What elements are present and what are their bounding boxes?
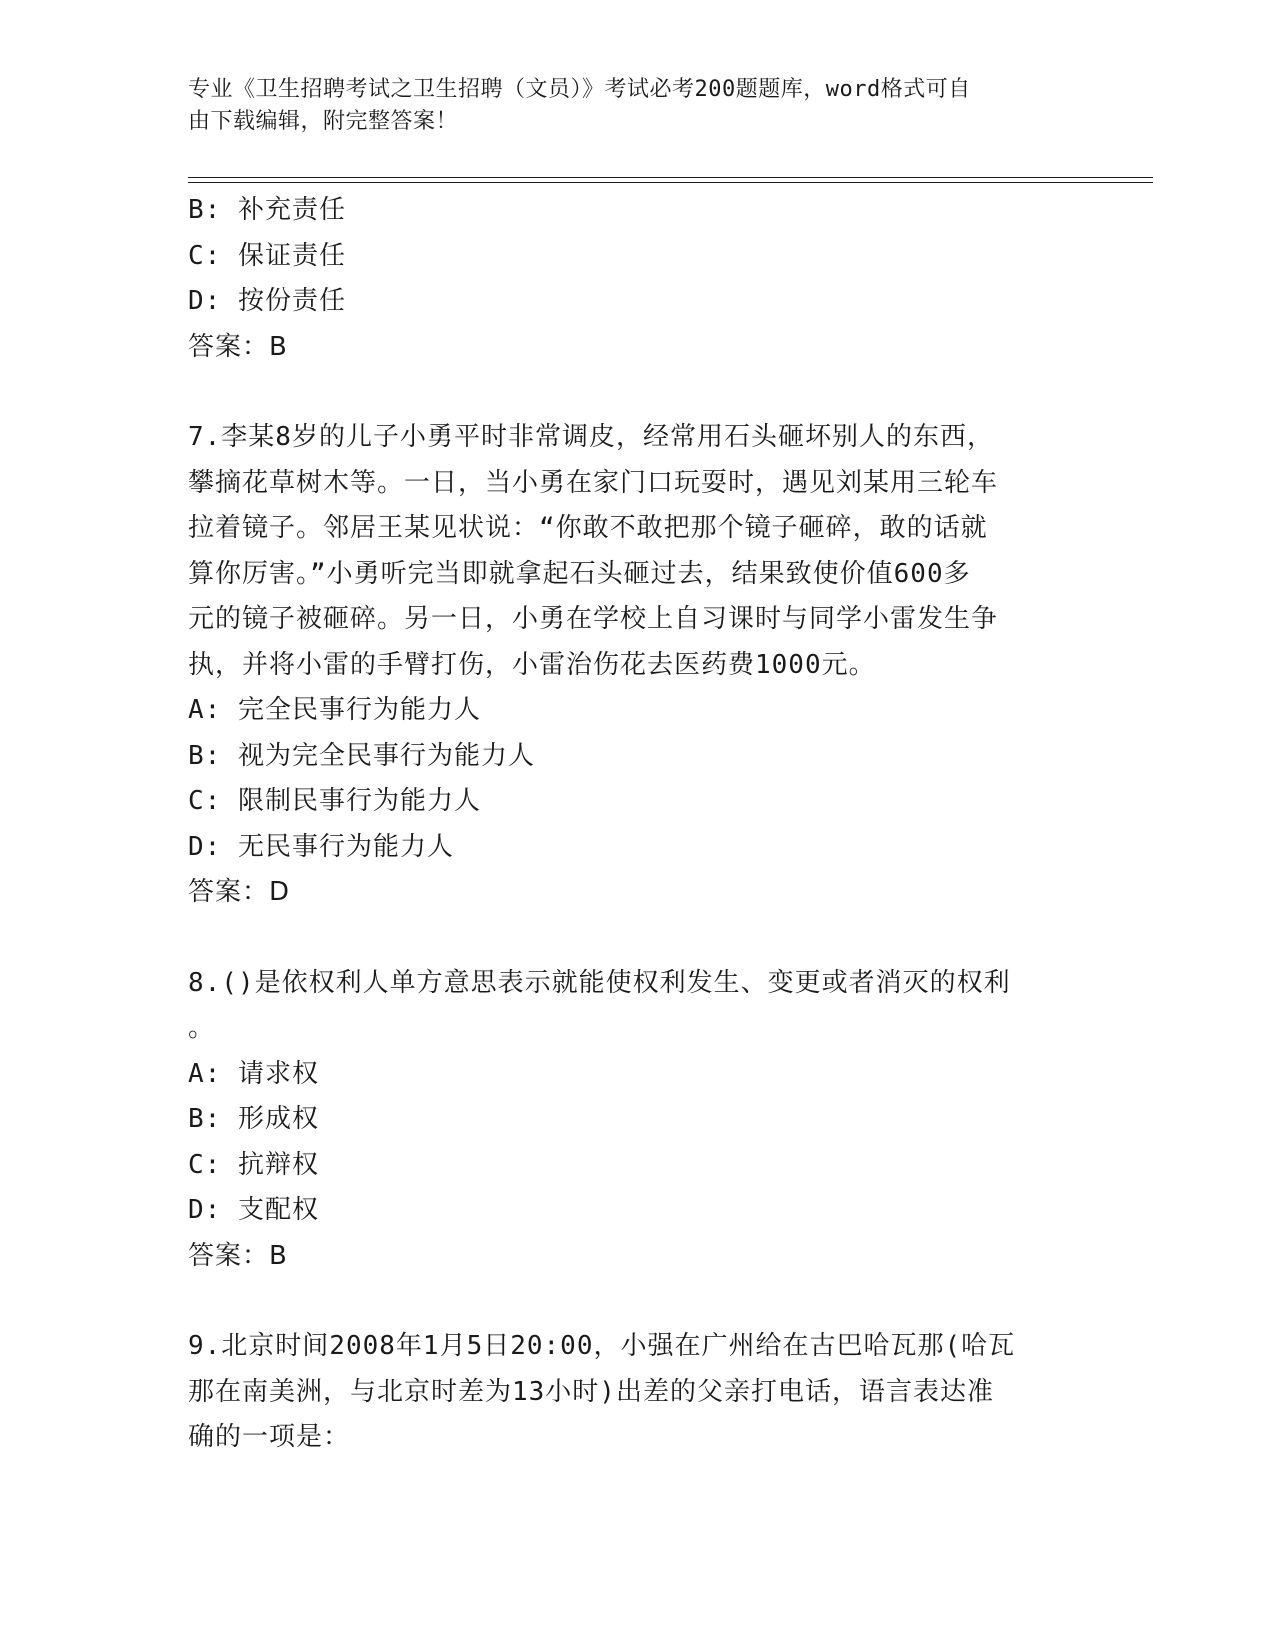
question-8 (188, 961, 1068, 1280)
option-b: B: 形成权 (188, 1104, 319, 1134)
question-7-text-line: 7.李某8岁的儿子小勇平时非常调皮，经常用石头砸坏别人的东西， (188, 422, 994, 452)
spacer (188, 1279, 1068, 1324)
header-title-line-2: 由下载编辑，附完整答案！ (188, 109, 459, 134)
prev-question-answer: 答案：B (188, 331, 288, 362)
question-8-answer: 答案：B (188, 1240, 288, 1271)
option-c: C: 保证责任 (188, 240, 346, 271)
question-8-text-line: 。 (188, 1013, 216, 1043)
question-7-text-line: 元的镜子被砸碎。另一日，小勇在学校上自习课时与同学小雷发生争 (188, 604, 999, 634)
question-9-text-line: 9.北京时间2008年1月5日20:00，小强在广州给在古巴哈瓦那(哈瓦 (188, 1331, 1016, 1361)
question-7-text-line: 拉着镜子。邻居王某见状说：“你敢不敢把那个镜子砸碎，敢的话就 (188, 513, 988, 543)
question-9 (188, 1324, 1068, 1461)
question-content (188, 188, 1068, 1461)
prev-question-options (188, 188, 1068, 325)
option-b: B: 视为完全民事行为能力人 (188, 740, 535, 771)
option-d: D: 支配权 (188, 1195, 319, 1225)
document-header (188, 74, 1088, 138)
option-c: C: 限制民事行为能力人 (188, 786, 481, 816)
question-7-text-line: 攀摘花草树木等。一日，当小勇在家门口玩耍时，遇见刘某用三轮车 (188, 467, 999, 498)
option-a: A: 完全民事行为能力人 (188, 695, 481, 725)
spacer (188, 916, 1068, 961)
question-7-text-line: 算你厉害。”小勇听完当即就拿起石头砸过去，结果致使价值600多 (188, 558, 971, 589)
question-7-answer: 答案：D (188, 877, 291, 907)
option-a: A: 请求权 (188, 1058, 319, 1089)
header-title-line-1: 专业《卫生招聘考试之卫生招聘（文员）》考试必考200题题库，word格式可自 (188, 77, 971, 102)
header-divider-top (188, 177, 1153, 178)
spacer (188, 370, 1068, 415)
header-divider-bottom (188, 182, 1153, 183)
option-d: D: 按份责任 (188, 286, 346, 316)
question-7-text-line: 执，并将小雷的手臂打伤，小雷治伤花去医药费1000元。 (188, 649, 876, 680)
option-b: B: 补充责任 (188, 195, 346, 225)
question-9-text-line: 确的一项是： (188, 1422, 351, 1452)
option-c: C: 抗辩权 (188, 1149, 319, 1180)
option-d: D: 无民事行为能力人 (188, 831, 454, 862)
question-8-text-line: 8.()是依权利人单方意思表示就能使权利发生、变更或者消灭的权利 (188, 967, 1011, 998)
question-9-text-line: 那在南美洲，与北京时差为13小时)出差的父亲打电话，语言表达准 (188, 1376, 994, 1407)
question-7 (188, 415, 1068, 916)
